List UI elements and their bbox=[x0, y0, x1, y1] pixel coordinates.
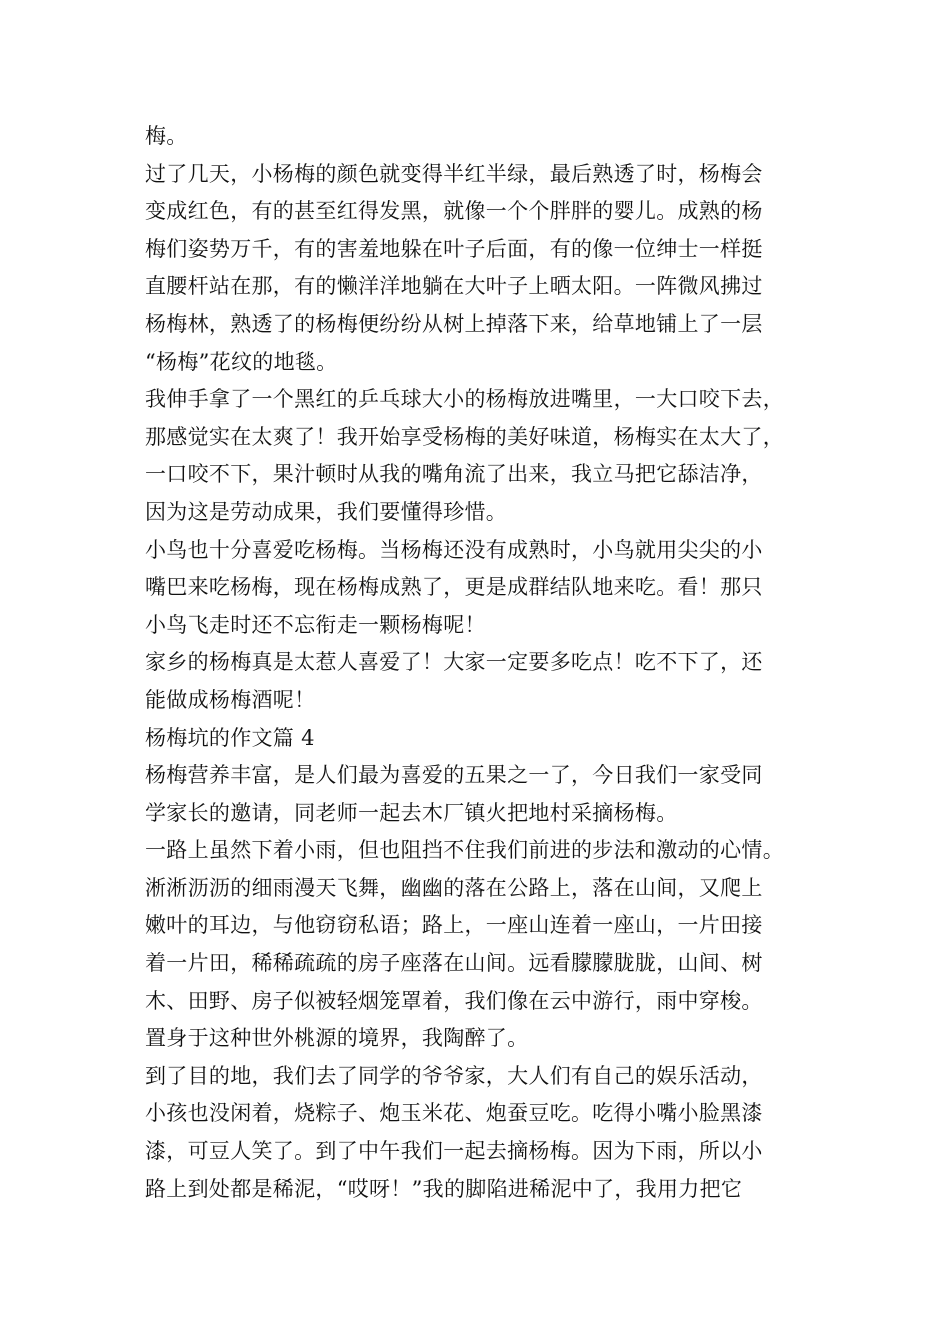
text-line: 漆，可豆人笑了。到了中午我们一起去摘杨梅。因为下雨，所以小 bbox=[145, 1139, 763, 1164]
text-line: 直腰杆站在那，有的懒洋洋地躺在大叶子上晒太阳。一阵微风拂过 bbox=[145, 274, 763, 299]
text-line: 淅淅沥沥的细雨漫天飞舞，幽幽的落在公路上，落在山间，又爬上 bbox=[145, 875, 763, 900]
text-line: 一口咬不下，果汁顿时从我的嘴角流了出来，我立马把它舔洁净， bbox=[145, 462, 763, 487]
text-line: 那感觉实在太爽了！我开始享受杨梅的美好味道，杨梅实在太大了， bbox=[145, 424, 784, 449]
text-line: 嘴巴来吃杨梅，现在杨梅成熟了，更是成群结队地来吃。看！那只 bbox=[145, 575, 763, 600]
text-line: 变成红色，有的甚至红得发黑，就像一个个胖胖的婴儿。成熟的杨 bbox=[145, 199, 763, 224]
text-line: 梅。 bbox=[145, 124, 188, 148]
text-line: 过了几天，小杨梅的颜色就变得半红半绿，最后熟透了时，杨梅会 bbox=[145, 161, 763, 186]
text-line: 能做成杨梅酒呢！ bbox=[145, 687, 316, 712]
body-text bbox=[145, 118, 845, 1208]
text-line: 木、田野、房子似被轻烟笼罩着，我们像在云中游行，雨中穿梭。 bbox=[145, 988, 763, 1013]
text-line: 小鸟飞走时还不忘衔走一颗杨梅呢！ bbox=[145, 612, 486, 637]
text-line: 我伸手拿了一个黑红的乒乓球大小的杨梅放进嘴里，一大口咬下去， bbox=[145, 387, 784, 412]
text-line: 一路上虽然下着小雨，但也阻挡不住我们前进的步法和激动的心情。 bbox=[145, 838, 784, 863]
section-heading: 杨梅坑的作文篇 4 bbox=[145, 725, 315, 750]
text-line: 嫩叶的耳边，与他窃窃私语；路上，一座山连着一座山，一片田接 bbox=[145, 913, 763, 938]
text-line: “杨梅”花纹的地毯。 bbox=[145, 349, 338, 374]
text-line: 因为这是劳动成果，我们要懂得珍惜。 bbox=[145, 499, 508, 524]
text-line: 到了目的地，我们去了同学的爷爷家，大人们有自己的娱乐活动， bbox=[145, 1063, 763, 1088]
text-line: 着一片田，稀稀疏疏的房子座落在山间。远看朦朦胧胧，山间、树 bbox=[145, 951, 763, 976]
text-line: 小孩也没闲着，烧粽子、炮玉米花、炮蚕豆吃。吃得小嘴小脸黑漆 bbox=[145, 1101, 763, 1126]
text-line: 路上到处都是稀泥，“哎呀！”我的脚陷进稀泥中了，我用力把它 bbox=[145, 1176, 743, 1201]
text-line: 杨梅营养丰富，是人们最为喜爱的五果之一了，今日我们一家受同 bbox=[145, 763, 763, 788]
text-line: 置身于这种世外桃源的境界，我陶醉了。 bbox=[145, 1026, 529, 1051]
text-line: 小鸟也十分喜爱吃杨梅。当杨梅还没有成熟时，小鸟就用尖尖的小 bbox=[145, 537, 763, 562]
text-line: 梅们姿势万千，有的害羞地躲在叶子后面，有的像一位绅士一样挺 bbox=[145, 236, 763, 261]
text-line: 学家长的邀请，同老师一起去木厂镇火把地村采摘杨梅。 bbox=[145, 800, 678, 825]
text-line: 杨梅林，熟透了的杨梅便纷纷从树上掉落下来，给草地铺上了一层 bbox=[145, 311, 763, 336]
text-line: 家乡的杨梅真是太惹人喜爱了！大家一定要多吃点！吃不下了，还 bbox=[145, 650, 763, 675]
